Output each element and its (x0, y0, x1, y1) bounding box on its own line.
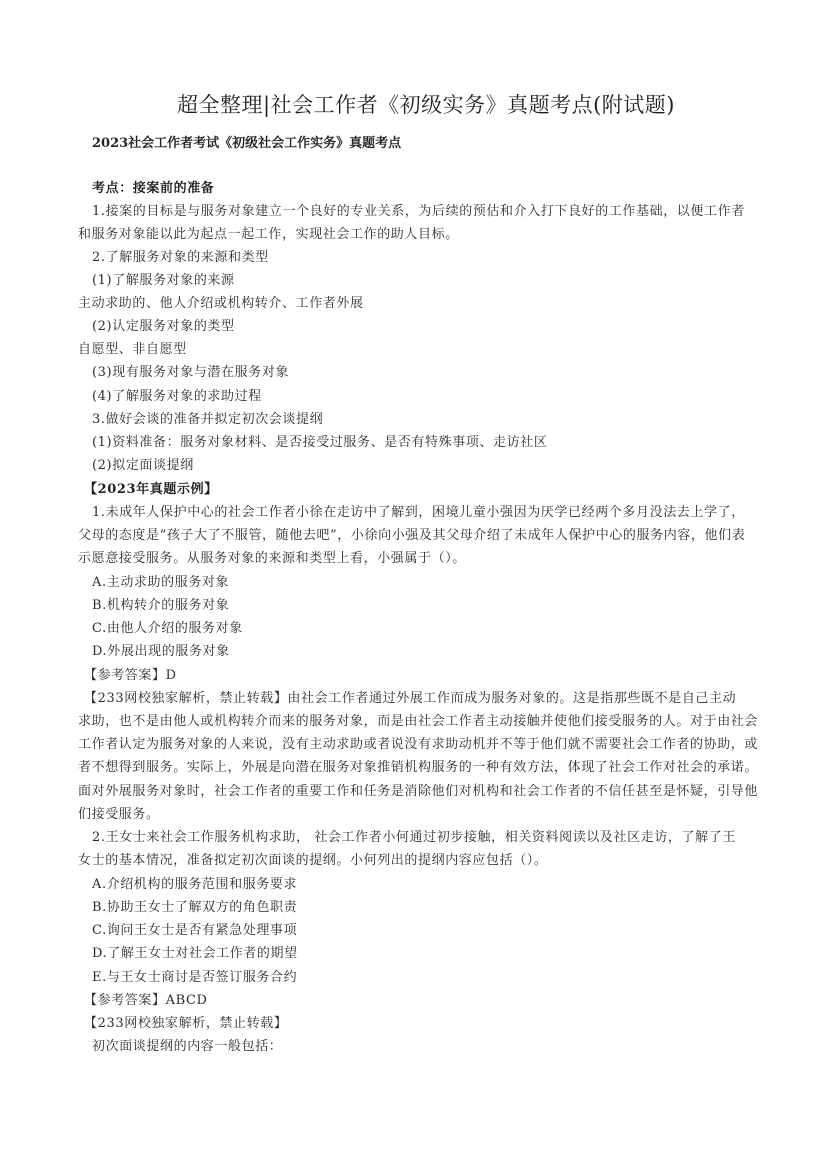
point-1-line-1: 1.接案的目标是与服务对象建立一个良好的专业关系，为后续的预估和介入打下良好的工作基础，以便工作者 (92, 204, 745, 219)
question-1-stem-line-1: 1.未成年人保护中心的社会工作者小徐在走访中了解到，困境儿童小强因为厌学已经两个多月没法去上学了， (92, 505, 745, 520)
point-2-sub-2-text: 自愿型、非自愿型 (78, 342, 187, 357)
question-1-option-b: B.机构转介的服务对象 (92, 598, 230, 613)
document-title: 超全整理|社会工作者《初级实务》真题考点(附试题) (177, 93, 675, 117)
question-1-analysis-line-1: 【233网校独家解析，禁止转载】由社会工作者通过外展工作而成为服务对象的。这是指那些既不是自己主动 (84, 691, 737, 706)
question-1-stem-line-2: 父母的态度是“孩子大了不服管，随他去吧”，小徐向小强及其父母介绍了未成年人保护中心的服务内容，他们表 (78, 528, 746, 543)
question-2-answer: 【参考答案】ABCD (84, 993, 208, 1008)
question-2-option-a: A.介绍机构的服务范围和服务要求 (92, 877, 298, 892)
point-2-sub-4: (4)了解服务对象的求助过程 (92, 389, 262, 404)
point-2-sub-3: (3)现有服务对象与潜在服务对象 (92, 365, 290, 380)
question-2-analysis-heading: 【233网校独家解析，禁止转载】 (84, 1016, 288, 1031)
question-2-option-d: D.了解王女士对社会工作者的期望 (92, 946, 298, 961)
point-3-sub-2: (2)拟定面谈提纲 (92, 458, 194, 473)
question-1-option-d: D.外展出现的服务对象 (92, 644, 230, 659)
question-1-analysis-line-2: 求助，也不是由他人或机构转介而来的服务对象，而是由社会工作者主动接触并使他们接受服务的人。对于由社会 (78, 714, 759, 729)
question-2-stem-line-2: 女士的基本情况，准备拟定初次面谈的提纲。小何列出的提纲内容应包括（）。 (78, 853, 548, 868)
question-2-option-b: B.协助王女士了解双方的角色职责 (92, 900, 298, 915)
question-1-analysis-line-4: 者不想得到服务。实际上，外展是向潜在服务对象推销机构服务的一种有效方法，体现了社会工作对社会的承诺。 (78, 760, 759, 775)
point-3-heading: 3.做好会谈的准备并拟定初次会谈提纲 (92, 412, 324, 427)
point-2-heading: 2.了解服务对象的来源和类型 (92, 250, 269, 265)
question-1-option-a: A.主动求助的服务对象 (92, 575, 230, 590)
question-2-analysis-intro: 初次面谈提纲的内容一般包括： (92, 1039, 283, 1054)
question-1-analysis-line-6: 们接受服务。 (78, 807, 160, 822)
question-1-option-c: C.由他人介绍的服务对象 (92, 621, 243, 636)
question-1-stem-line-3: 示愿意接受服务。从服务对象的来源和类型上看，小强属于（）。 (78, 551, 466, 566)
document-subtitle: 2023社会工作者考试《初级社会工作实务》真题考点 (92, 136, 402, 151)
question-1-analysis-line-5: 面对外展服务对象时，社会工作者的重要工作和任务是消除他们对机构和社会工作者的不信任甚至是怀疑，引导他 (78, 784, 759, 799)
section-heading: 考点：接案前的准备 (92, 181, 215, 196)
point-2-sub-1: (1)了解服务对象的来源 (92, 273, 235, 288)
question-1-analysis-line-3: 工作者认定为服务对象的人来说，没有主动求助或者说没有求助动机并不等于他们就不需要社会工作者的协助，或 (78, 737, 759, 752)
point-2-sub-2: (2)认定服务对象的类型 (92, 319, 235, 334)
example-heading: 【2023年真题示例】 (84, 482, 218, 497)
question-2-stem-line-1: 2.王女士来社会工作服务机构求助， 社会工作者小何通过初步接触，相关资料阅读以及社区走访，了解了王 (92, 830, 736, 845)
question-2-option-c: C.询问王女士是否有紧急处理事项 (92, 923, 298, 938)
question-1-answer: 【参考答案】D (84, 668, 177, 683)
point-2-sub-1-text: 主动求助的、他人介绍或机构转介、工作者外展 (78, 296, 364, 311)
question-2-option-e: E.与王女士商讨是否签订服务合约 (92, 970, 298, 985)
point-3-sub-1: (1)资料准备：服务对象材料、是否接受过服务、是否有特殊事项、走访社区 (92, 435, 548, 450)
point-1-line-2: 和服务对象能以此为起点一起工作，实现社会工作的助人目标。 (78, 227, 459, 242)
